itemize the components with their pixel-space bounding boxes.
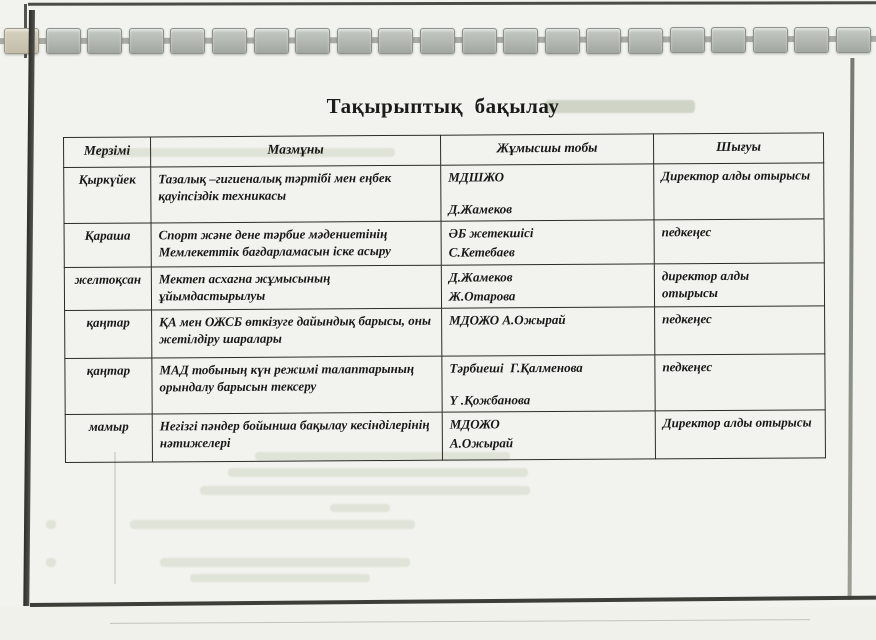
group-line: МДОЖО А.Ожырай bbox=[449, 311, 566, 328]
cell-output bbox=[655, 410, 825, 459]
group-line: ӘБ жетекшісі bbox=[448, 225, 534, 241]
group-line: Ж.Отарова bbox=[448, 288, 516, 304]
output-line: отырысы bbox=[661, 284, 718, 301]
cell-term: мамыр bbox=[65, 414, 152, 463]
binder-ring bbox=[254, 28, 289, 54]
group-line: МДОЖО bbox=[449, 416, 500, 432]
page-title: Тақырыптық бақылау bbox=[326, 94, 560, 118]
binder-ring bbox=[670, 27, 705, 53]
output-line: Директор алды отырысы bbox=[661, 167, 811, 184]
cell-group bbox=[442, 307, 655, 356]
group-line: Ү .Қожбанова bbox=[449, 392, 531, 408]
cell-content: Спорт және дене тәрбие мәдениетінің Мемлекеттік бағдарламасын іске асыру bbox=[151, 222, 441, 267]
binder-ring bbox=[337, 28, 372, 54]
cell-content: Тазалық –гигиеналық тәртібі мен еңбек қауіпсіздік техникасы bbox=[151, 165, 441, 223]
column-header-output: Шығуы bbox=[653, 133, 823, 164]
cell-term: қаңтар bbox=[65, 310, 152, 359]
table-row bbox=[65, 410, 825, 463]
group-line: МДШЖО bbox=[448, 169, 505, 185]
cell-output bbox=[655, 306, 825, 355]
binder-ring bbox=[129, 28, 164, 54]
bleed-through-text bbox=[130, 520, 415, 529]
page-left-edge bbox=[23, 10, 35, 606]
binder-ring bbox=[503, 28, 538, 54]
output-line: директор алды bbox=[661, 267, 750, 283]
cell-group bbox=[441, 220, 654, 265]
bleed-through-text bbox=[228, 468, 528, 477]
group-line: Тәрбиеші Г.Қалменова bbox=[449, 359, 583, 376]
column-header-content: Мазмұны bbox=[151, 135, 441, 167]
cell-content: МАД тобының күн режимі талаптарының орындалу барысын тексеру bbox=[152, 356, 442, 414]
group-line: Д.Жамеков bbox=[448, 201, 513, 217]
table-row bbox=[65, 354, 825, 415]
table-row bbox=[64, 262, 824, 310]
cell-content: Мектеп асхагна жұмысының ұйымдастырылуы bbox=[151, 265, 441, 310]
bleed-through-text bbox=[46, 520, 56, 529]
cell-output bbox=[655, 354, 825, 411]
group-line: С.Кетебаев bbox=[448, 244, 515, 261]
bleed-through-text bbox=[200, 486, 530, 495]
binder-ring bbox=[462, 28, 497, 54]
table-row bbox=[65, 306, 825, 359]
output-line: педкеңес bbox=[662, 310, 712, 327]
bleed-through-text bbox=[330, 504, 390, 512]
output-line: педкеңес bbox=[662, 358, 713, 375]
cell-term: Қараша bbox=[64, 223, 151, 267]
bleed-through-text bbox=[190, 574, 370, 582]
cell-term: қаңтар bbox=[65, 358, 152, 415]
binder-ring bbox=[295, 28, 330, 54]
binder-ring bbox=[711, 27, 746, 53]
binder-ring bbox=[87, 28, 122, 54]
thematic-control-table bbox=[63, 132, 826, 463]
cell-term: желтоқсан bbox=[64, 267, 151, 311]
cell-output bbox=[654, 163, 824, 220]
cell-content: Негізгі пәндер бойынша бақылау кесінділерінің нәтижелері bbox=[152, 412, 442, 462]
column-header-term: Мерзімі bbox=[64, 137, 151, 168]
binder-ring bbox=[420, 28, 455, 54]
table-header-row bbox=[64, 133, 824, 168]
page-right-edge bbox=[848, 58, 855, 600]
output-line: Директор алды отырысы bbox=[662, 414, 812, 431]
table-row bbox=[64, 219, 824, 267]
cell-group bbox=[442, 355, 655, 413]
bleed-through-text bbox=[160, 558, 410, 567]
page-top-edge bbox=[28, 1, 876, 5]
binder-ring bbox=[836, 27, 871, 53]
cell-group bbox=[441, 264, 654, 309]
cell-group bbox=[441, 164, 654, 222]
binder-ring bbox=[46, 28, 81, 54]
output-line: педкеңес bbox=[661, 224, 712, 240]
bleed-through-line bbox=[114, 452, 116, 584]
cell-group bbox=[442, 411, 655, 460]
cell-term: Қыркүйек bbox=[64, 167, 151, 224]
binder-ring bbox=[170, 28, 205, 54]
cell-content: ҚА мен ОЖСБ өткізуге дайындық барысы, оны жетілдіру шаралары bbox=[152, 308, 442, 358]
cell-output bbox=[654, 262, 824, 306]
bleed-through-text bbox=[46, 558, 56, 567]
binder-ring bbox=[794, 27, 829, 53]
binder-ring bbox=[545, 28, 580, 54]
table-row bbox=[64, 163, 824, 224]
page-bottom-edge bbox=[30, 596, 876, 607]
binder-ring bbox=[586, 28, 621, 54]
binder-ring bbox=[628, 28, 663, 54]
binder-ring bbox=[753, 27, 788, 53]
group-line: Д.Жамеков bbox=[448, 268, 513, 285]
group-line: А.Ожырай bbox=[449, 435, 514, 452]
binder-ring bbox=[378, 28, 413, 54]
binder-ring bbox=[212, 28, 247, 54]
column-header-group: Жұмысшы тобы bbox=[440, 134, 653, 165]
cell-output bbox=[654, 219, 824, 263]
